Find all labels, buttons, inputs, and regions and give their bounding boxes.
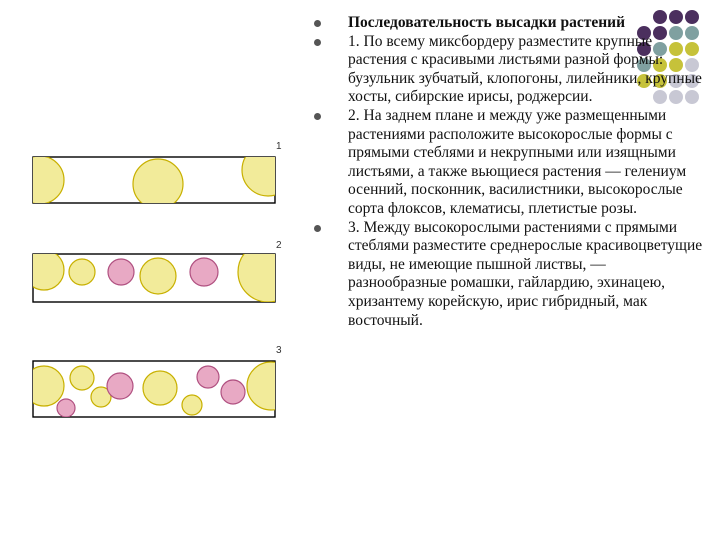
plant-circle-pink (57, 399, 75, 417)
text-block (312, 14, 704, 330)
plant-circle-yellow (70, 366, 94, 390)
bullet-icon (314, 113, 321, 120)
plant-circle-pink (190, 258, 218, 286)
plant-circle-yellow (143, 371, 177, 405)
bullet-icon (314, 39, 321, 46)
slide-title: Последовательность высадки растений (348, 14, 626, 31)
plant-circle-pink (221, 380, 245, 404)
plant-circle-yellow (238, 242, 298, 302)
list-item (312, 107, 704, 219)
list-item (312, 33, 704, 107)
plant-circle-yellow (247, 362, 295, 410)
paragraph-step-3: 3. Между высокорослыми растениями с прямыми стеблями разместите среднерослые красивоцветущие виды, не имеющие пышной листвы, — разнообразные ромашки, гайлардию, эхинацею, хризантему корейскую, ирис гибридный, мак восточный. (348, 218, 703, 329)
plant-circle-yellow (24, 250, 64, 290)
plant-circle-pink (108, 259, 134, 285)
mixborder-diagrams (0, 0, 300, 540)
list-item (312, 14, 704, 33)
diagram-step-2 (24, 242, 298, 302)
plant-circle-pink (107, 373, 133, 399)
bullet-icon (314, 225, 321, 232)
list-item (312, 219, 704, 331)
plant-circle-yellow (182, 395, 202, 415)
diagram-label-1: 1 (276, 141, 282, 152)
plant-circle-pink (197, 366, 219, 388)
bullet-icon (314, 20, 321, 27)
paragraph-step-1: 1. По всему миксбордеру разместите крупные растения с красивыми листьями разной формы: бузульник зубчатый, клопогоны, лилейники, крупные хосты, сибирские ирисы, роджерсии. (348, 32, 702, 106)
diagram-step-1 (16, 144, 294, 209)
plant-circle-yellow (24, 366, 64, 406)
plant-circle-yellow (140, 258, 176, 294)
plant-circle-yellow (133, 159, 183, 209)
plant-circle-yellow (16, 156, 64, 204)
diagram-label-3: 3 (276, 345, 282, 356)
plant-circle-yellow (242, 144, 294, 196)
paragraph-step-2: 2. На заднем плане и между уже размещенными растениями расположите высокорослые формы с прямыми стеблями и некрупными или изящными листьями, а также вьющиеся растения — гелениум осенний, посконник, василистники, высокорослые сорта флоксов, клематисы, плетистые розы. (348, 106, 687, 217)
plant-circle-yellow (69, 259, 95, 285)
diagram-label-2: 2 (276, 240, 282, 251)
diagram-step-3 (24, 361, 295, 417)
